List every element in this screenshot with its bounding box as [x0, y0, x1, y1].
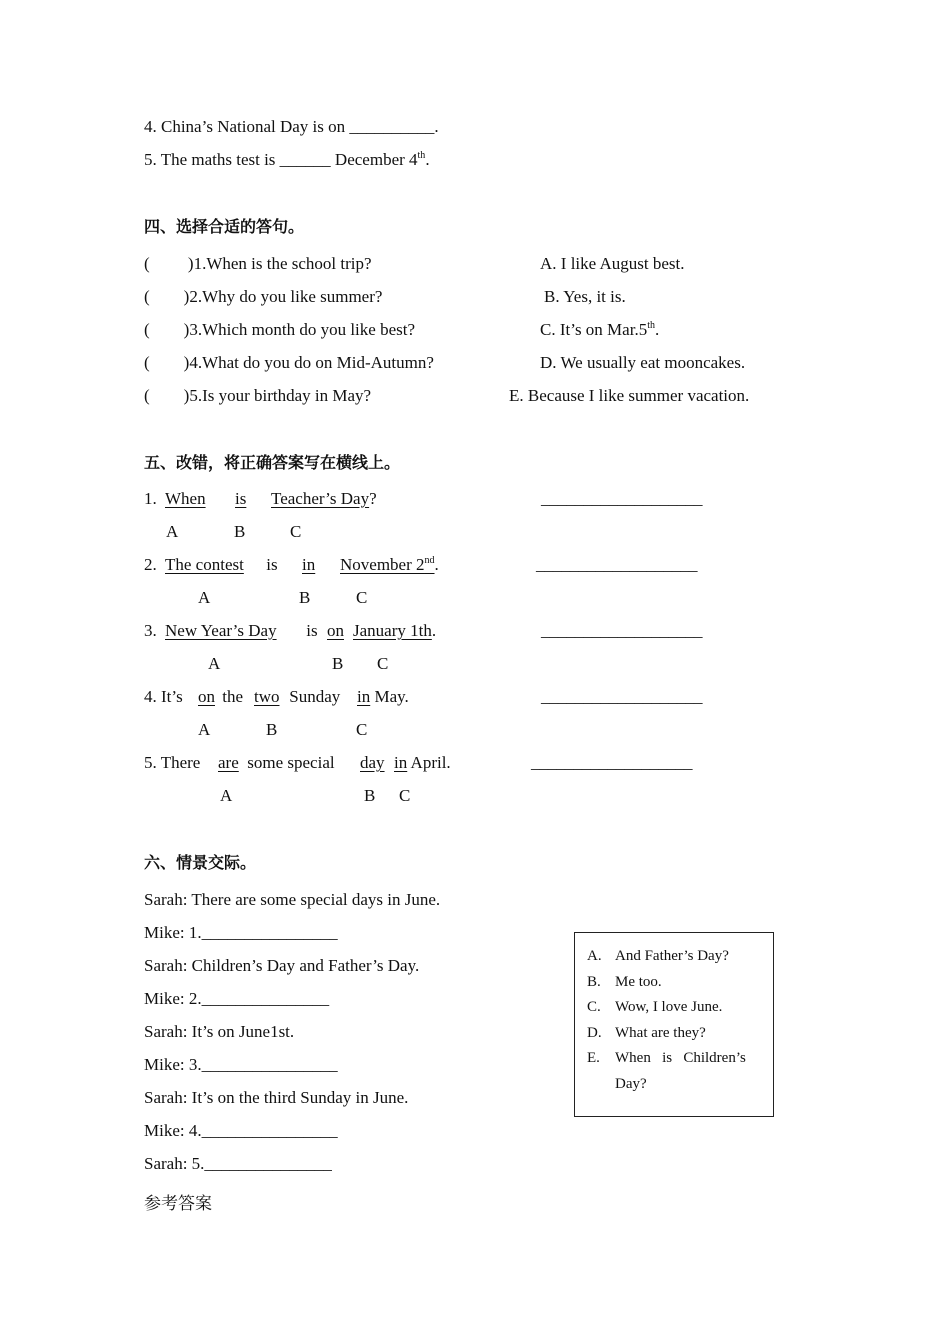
s5-q2-part-a: The contest: [165, 555, 244, 574]
s4-question-2: ( )2.Why do you like summer?: [144, 287, 383, 306]
s5-q4-part-c-wrap: [357, 687, 409, 707]
s5-q5-label-b: B: [364, 786, 376, 805]
s5-q5-mid1: some special: [243, 753, 339, 772]
dialog-line-7: Sarah: It’s on the third Sunday in June.: [144, 1088, 409, 1107]
option-e-text-cont: Day?: [615, 1076, 647, 1092]
s4-answer-c-text: C. It’s on Mar.5: [540, 320, 648, 339]
option-b-letter: B.: [587, 974, 601, 990]
s5-q1-label-b: B: [234, 522, 246, 541]
s5-q5-answer-blank[interactable]: ___________________: [531, 753, 693, 772]
s5-q4-part-b: two: [254, 687, 280, 706]
superscript: nd: [424, 555, 435, 566]
s5-q2-part-b: in: [302, 555, 316, 574]
option-c-letter: C.: [587, 999, 601, 1015]
s5-question-4-num: 4. It’s: [144, 687, 187, 706]
s5-q2-part-c-text: November 2: [340, 555, 425, 574]
dialog-line-5: Sarah: It’s on June1st.: [144, 1022, 295, 1041]
s5-q2-mid: is: [262, 555, 282, 574]
s5-q1-label-c: C: [290, 522, 302, 541]
s5-q5-part-a: are: [218, 753, 239, 772]
s5-q4-mid2: Sunday: [285, 687, 345, 706]
s5-q5-part-b: day: [360, 753, 385, 772]
s5-q4-part-a: on: [198, 687, 215, 706]
s5-question-5-num: 5. There: [144, 753, 205, 772]
s4-question-1: ( )1.When is the school trip?: [144, 254, 372, 273]
option-c-text: Wow, I love June.: [615, 999, 723, 1015]
s5-q5-part-c-wrap: [394, 753, 451, 773]
s5-q4-end: May.: [370, 687, 409, 706]
s5-q2-part-c: [340, 555, 435, 574]
s5-q1-label-a: A: [166, 522, 179, 541]
question-3-5: [144, 150, 430, 170]
s4-answer-e: E. Because I like summer vacation.: [509, 386, 750, 405]
s5-q3-answer-blank[interactable]: ___________________: [541, 621, 703, 640]
s5-q1-part-c-wrap: [271, 489, 377, 509]
section-4-title: 四、选择合适的答句。: [144, 217, 305, 236]
s4-answer-a: A. I like August best.: [540, 254, 685, 273]
s5-question-1-num: 1.: [144, 489, 161, 508]
s5-q2-label-c: C: [356, 588, 368, 607]
dialog-line-6[interactable]: Mike: 3.________________: [144, 1055, 338, 1074]
s5-question-3-num: 3.: [144, 621, 161, 640]
s5-q5-part-c: in: [394, 753, 408, 772]
s5-q1-part-a: When: [165, 489, 206, 508]
superscript: th: [417, 150, 426, 161]
s5-q4-label-c: C: [356, 720, 368, 739]
s5-q3-end: .: [431, 621, 437, 640]
s4-answer-b: B. Yes, it is.: [544, 287, 626, 306]
s5-question-2-num: 2.: [144, 555, 161, 574]
period: .: [654, 320, 660, 339]
s5-q3-label-c: C: [377, 654, 389, 673]
option-d-letter: D.: [587, 1025, 602, 1041]
dialog-line-2[interactable]: Mike: 1.________________: [144, 923, 338, 942]
s4-question-3: ( )3.Which month do you like best?: [144, 320, 416, 339]
option-a-text: And Father’s Day?: [615, 948, 729, 964]
s5-q1-part-c: Teacher’s Day: [271, 489, 370, 508]
s5-q2-part-c-wrap: [340, 555, 439, 575]
s5-q3-part-c: January 1th: [353, 621, 432, 640]
s5-q4-part-c: in: [357, 687, 371, 706]
answer-key-label: 参考答案: [144, 1194, 212, 1214]
dialog-line-8[interactable]: Mike: 4.________________: [144, 1121, 338, 1140]
s5-q4-answer-blank[interactable]: ___________________: [541, 687, 703, 706]
s5-q2-label-b: B: [299, 588, 311, 607]
s5-q1-end: ?: [369, 489, 377, 508]
dialog-line-4[interactable]: Mike: 2._______________: [144, 989, 330, 1008]
s5-q3-part-a: New Year’s Day: [165, 621, 277, 640]
s5-q2-answer-blank[interactable]: ___________________: [536, 555, 698, 574]
s5-q3-mid: is: [302, 621, 322, 640]
s4-answer-c: [540, 320, 659, 340]
s4-question-4: ( )4.What do you do on Mid-Autumn?: [144, 353, 434, 372]
s5-q2-label-a: A: [198, 588, 211, 607]
s5-q5-end: April.: [407, 753, 451, 772]
s5-q3-label-b: B: [332, 654, 344, 673]
s5-q5-label-a: A: [220, 786, 233, 805]
section-6-title: 六、情景交际。: [144, 853, 257, 872]
s5-q3-part-c-wrap: [353, 621, 436, 641]
option-d-text: What are they?: [615, 1025, 706, 1041]
section-5-title: 五、改错，将正确答案写在横线上。: [144, 453, 401, 472]
dialog-line-1: Sarah: There are some special days in June.: [144, 890, 441, 909]
s5-q4-mid1: the: [218, 687, 248, 706]
s5-q3-label-a: A: [208, 654, 221, 673]
question-3-4: 4. China’s National Day is on __________.: [144, 117, 439, 136]
option-b-text: Me too.: [615, 974, 662, 990]
s5-q5-label-c: C: [399, 786, 411, 805]
s5-q4-label-a: A: [198, 720, 211, 739]
s5-q3-part-b: on: [327, 621, 344, 640]
question-3-5-text: 5. The maths test is ______ December 4: [144, 150, 418, 169]
s5-q4-label-b: B: [266, 720, 278, 739]
s5-q1-part-b: is: [235, 489, 247, 508]
option-a-letter: A.: [587, 948, 602, 964]
s4-question-5: ( )5.Is your birthday in May?: [144, 386, 372, 405]
superscript: th: [647, 320, 655, 331]
options-box: [574, 932, 774, 1117]
dialog-line-9[interactable]: Sarah: 5._______________: [144, 1154, 332, 1173]
s5-q2-end: .: [434, 555, 439, 574]
dialog-line-3: Sarah: Children’s Day and Father’s Day.: [144, 956, 420, 975]
s4-answer-d: D. We usually eat mooncakes.: [540, 353, 746, 372]
option-e-letter: E.: [587, 1050, 600, 1066]
option-e-text: When is Children’s: [615, 1050, 746, 1066]
s5-q1-answer-blank[interactable]: ___________________: [541, 489, 703, 508]
period: .: [425, 150, 430, 169]
